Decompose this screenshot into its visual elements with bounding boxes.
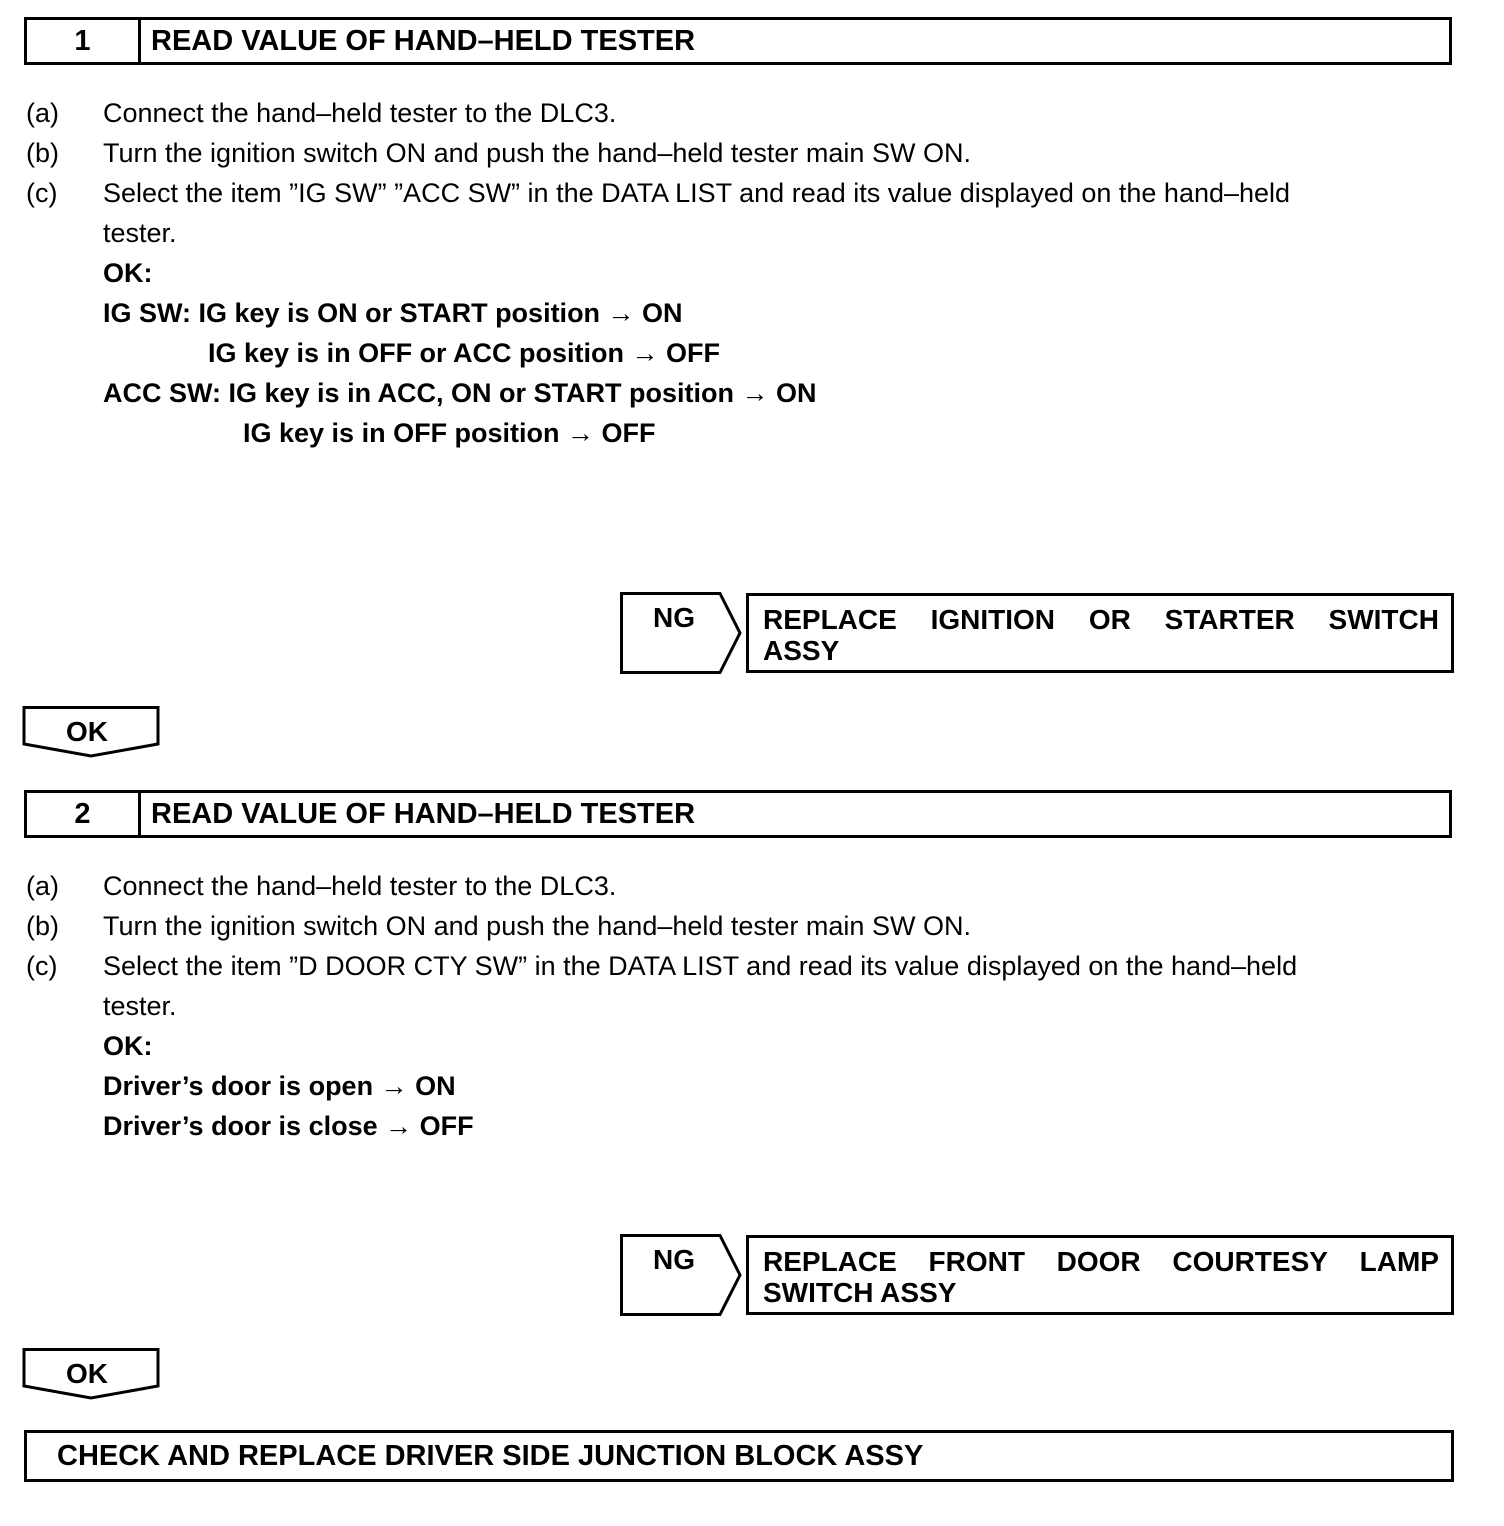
- step-1-item-b: [26, 133, 971, 173]
- step-1-number: 1: [27, 20, 141, 62]
- ng-label: NG: [653, 602, 695, 633]
- final-action-box: CHECK AND REPLACE DRIVER SIDE JUNCTION BLOCK ASSY: [24, 1430, 1454, 1482]
- item-text: Turn the ignition switch ON and push the hand–held tester main SW ON.: [103, 911, 971, 941]
- item-text: Turn the ignition switch ON and push the hand–held tester main SW ON.: [103, 138, 971, 168]
- step-1-item-c-cont: tester.: [103, 218, 177, 248]
- item-label: (b): [26, 138, 59, 168]
- step-2-item-a: [26, 866, 617, 906]
- step-2-condition: Driver’s door is open → ON: [103, 1071, 456, 1101]
- item-label: (c): [26, 951, 58, 981]
- step-2-ok-label: OK:: [103, 1031, 153, 1061]
- step-2-item-b: [26, 906, 971, 946]
- ng-label: NG: [653, 1244, 695, 1275]
- step-1-title: READ VALUE OF HAND–HELD TESTER: [151, 24, 696, 57]
- item-label: (b): [26, 911, 59, 941]
- step-1-condition: ACC SW: IG key is in ACC, ON or START position → ON: [103, 378, 817, 408]
- step-1-ok-arrow[interactable]: [22, 706, 160, 758]
- step-1-condition: IG key is in OFF position → OFF: [243, 418, 656, 448]
- step-2-ng-action: [746, 1235, 1454, 1315]
- item-text: Select the item ”IG SW” ”ACC SW” in the DATA LIST and read its value displayed on the hand–held: [103, 178, 1291, 208]
- step-2-item-c: [26, 946, 1298, 986]
- action-word: FRONT: [928, 1246, 1025, 1277]
- item-text: Connect the hand–held tester to the DLC3.: [103, 98, 617, 128]
- step-2-ok-arrow[interactable]: [22, 1348, 160, 1400]
- item-label: (c): [26, 178, 58, 208]
- step-2-condition: Driver’s door is close → OFF: [103, 1111, 474, 1141]
- step-2-header: [24, 790, 1452, 838]
- step-1-condition: IG key is in OFF or ACC position → OFF: [208, 338, 721, 368]
- ok-label: OK: [66, 716, 108, 747]
- step-2-number: 2: [27, 793, 141, 835]
- action-word: DOOR: [1056, 1246, 1141, 1277]
- action-word: REPLACE: [763, 1246, 897, 1277]
- ok-label: OK: [66, 1358, 108, 1389]
- item-text: Connect the hand–held tester to the DLC3.: [103, 871, 617, 901]
- step-2-item-c-cont: tester.: [103, 991, 177, 1021]
- action-word: SWITCH: [1328, 604, 1439, 635]
- item-label: (a): [26, 98, 59, 128]
- action-word: STARTER: [1164, 604, 1295, 635]
- action-word: LAMP: [1359, 1246, 1439, 1277]
- step-1-condition: IG SW: IG key is ON or START position → ON: [103, 298, 683, 328]
- step-1-item-c: [26, 173, 1291, 213]
- step-1-ok-label: OK:: [103, 258, 153, 288]
- step-1-ng-arrow[interactable]: [620, 592, 742, 674]
- action-word: OR: [1088, 604, 1131, 635]
- step-1-item-a: [26, 93, 617, 133]
- step-2-title: READ VALUE OF HAND–HELD TESTER: [151, 797, 696, 830]
- step-1-ng-action: [746, 593, 1454, 673]
- action-word: COURTESY: [1172, 1246, 1328, 1277]
- action-word: REPLACE: [763, 604, 897, 635]
- step-2-ng-arrow[interactable]: [620, 1234, 742, 1316]
- action-line-2: SWITCH ASSY: [763, 1277, 957, 1308]
- action-word: IGNITION: [930, 604, 1056, 635]
- item-label: (a): [26, 871, 59, 901]
- action-line-2: ASSY: [763, 635, 840, 666]
- step-1-header: [24, 17, 1452, 65]
- item-text: Select the item ”D DOOR CTY SW” in the DATA LIST and read its value displayed on the hand–held: [103, 951, 1298, 981]
